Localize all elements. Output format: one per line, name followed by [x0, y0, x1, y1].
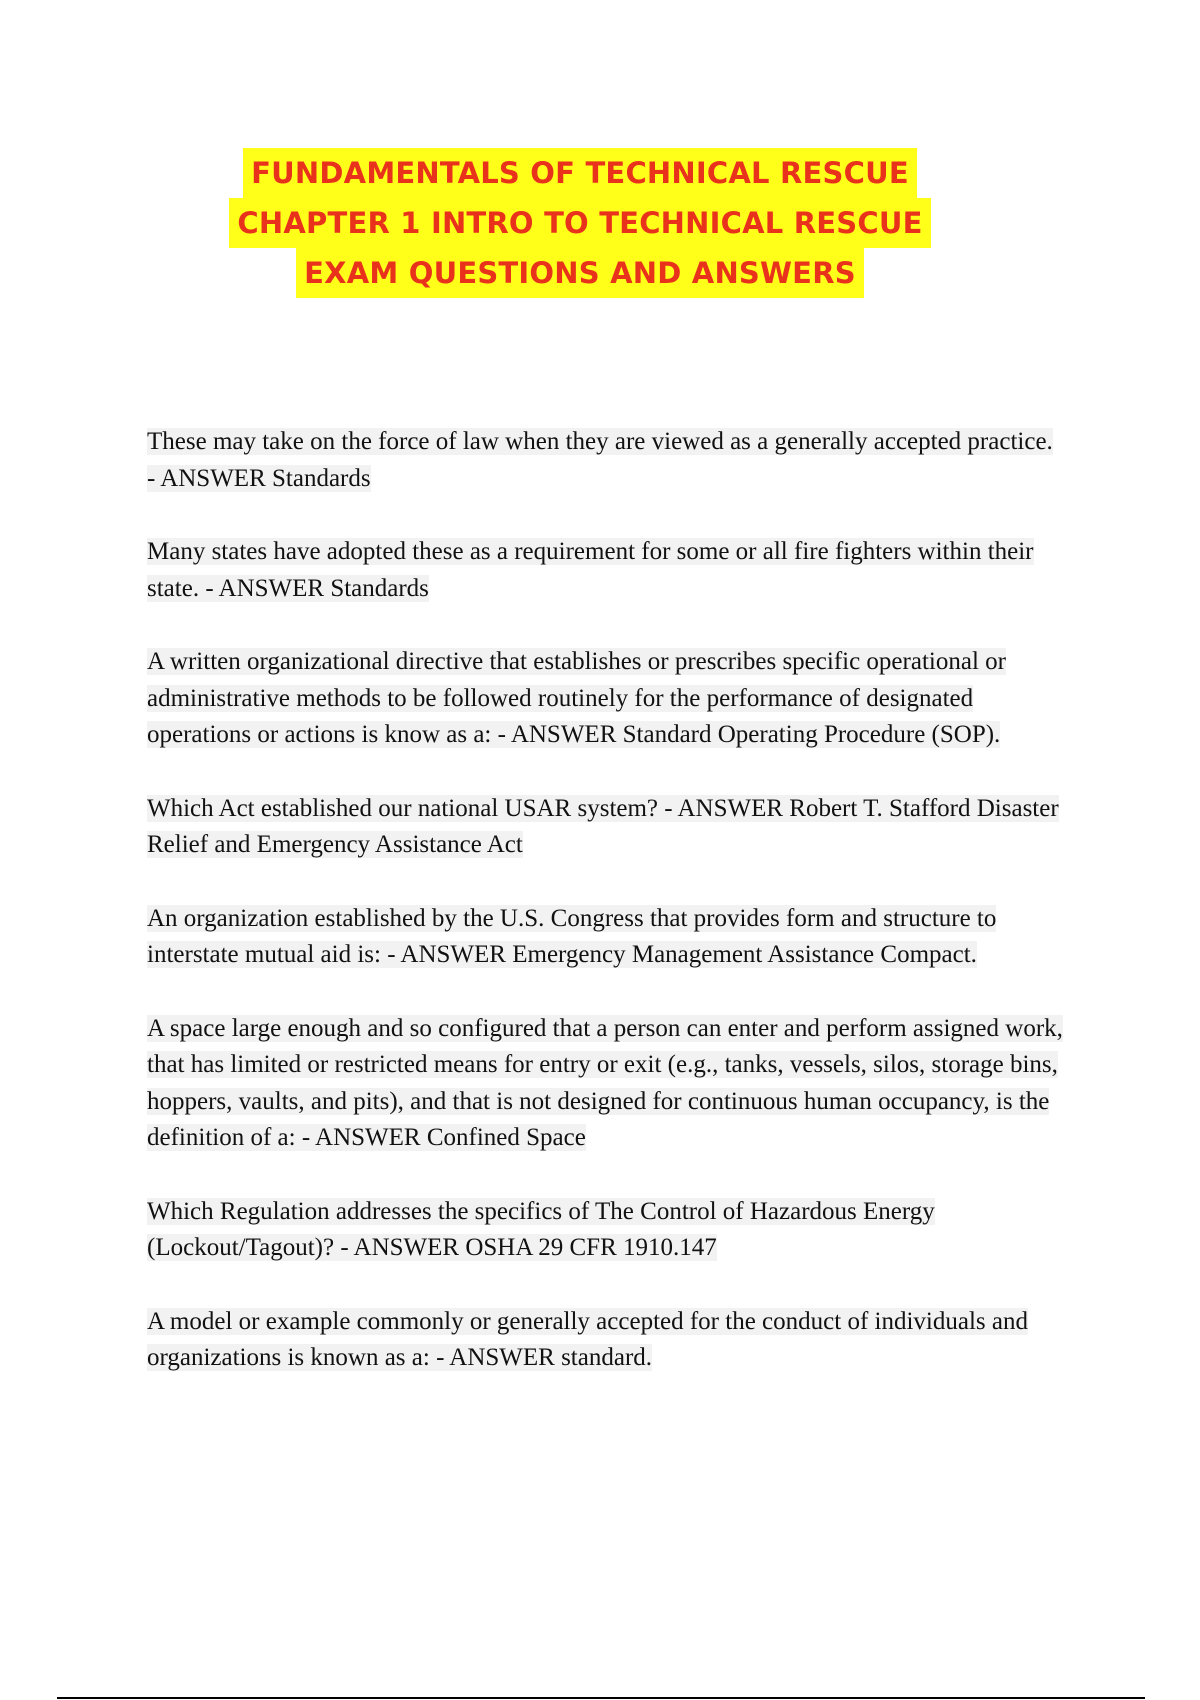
- qa-item-8: [147, 1304, 1067, 1377]
- qa-item-7: [147, 1194, 1067, 1267]
- title-line-3: EXAM QUESTIONS AND ANSWERS: [296, 248, 864, 298]
- title-line-2: CHAPTER 1 INTRO TO TECHNICAL RESCUE: [229, 198, 930, 248]
- qa-text: Which Regulation addresses the specifics of The Control of Hazardous Energy (Lockout/Tagout)? - ANSWER OSHA 29 CFR 1910.147: [147, 1197, 935, 1261]
- qa-text: A model or example commonly or generally accepted for the conduct of individuals and organizations is known as a: - ANSWER standard.: [147, 1307, 1028, 1371]
- qa-item-4: [147, 791, 1067, 864]
- qa-text: An organization established by the U.S. Congress that provides form and structure to interstate mutual aid is: - ANSWER Emergency Management Assistance Compact.: [147, 904, 997, 968]
- document-title: [0, 148, 1160, 298]
- qa-text: Which Act established our national USAR system? - ANSWER Robert T. Stafford Disaster Relief and Emergency Assistance Act: [147, 794, 1059, 858]
- qa-item-2: [147, 534, 1067, 607]
- qa-text: A space large enough and so configured that a person can enter and perform assigned work, that has limited or restricted means for entry or exit (e.g., tanks, vessels, silos, storage bins, hoppers, vaults, and pits), and that is not designed for continuous human occupancy, is the definition of a: - ANSWER Confined Space: [147, 1014, 1063, 1151]
- qa-text: A written organizational directive that establishes or prescribes specific operational or administrative methods to be followed routinely for the performance of designated operations or actions is know as a: - ANSWER Standard Operating Procedure (SOP).: [147, 648, 1006, 748]
- qa-item-1: [147, 424, 1067, 497]
- qa-item-5: [147, 901, 1067, 974]
- qa-item-3: [147, 644, 1067, 754]
- qa-text: Many states have adopted these as a requirement for some or all fire fighters within their state. - ANSWER Standards: [147, 538, 1034, 602]
- footer-divider: [57, 1697, 1145, 1699]
- qa-item-6: [147, 1011, 1067, 1157]
- title-line-1: FUNDAMENTALS OF TECHNICAL RESCUE: [243, 148, 917, 198]
- qa-list: [147, 424, 1067, 1414]
- qa-text: These may take on the force of law when they are viewed as a generally accepted practice. - ANSWER Standards: [147, 428, 1053, 492]
